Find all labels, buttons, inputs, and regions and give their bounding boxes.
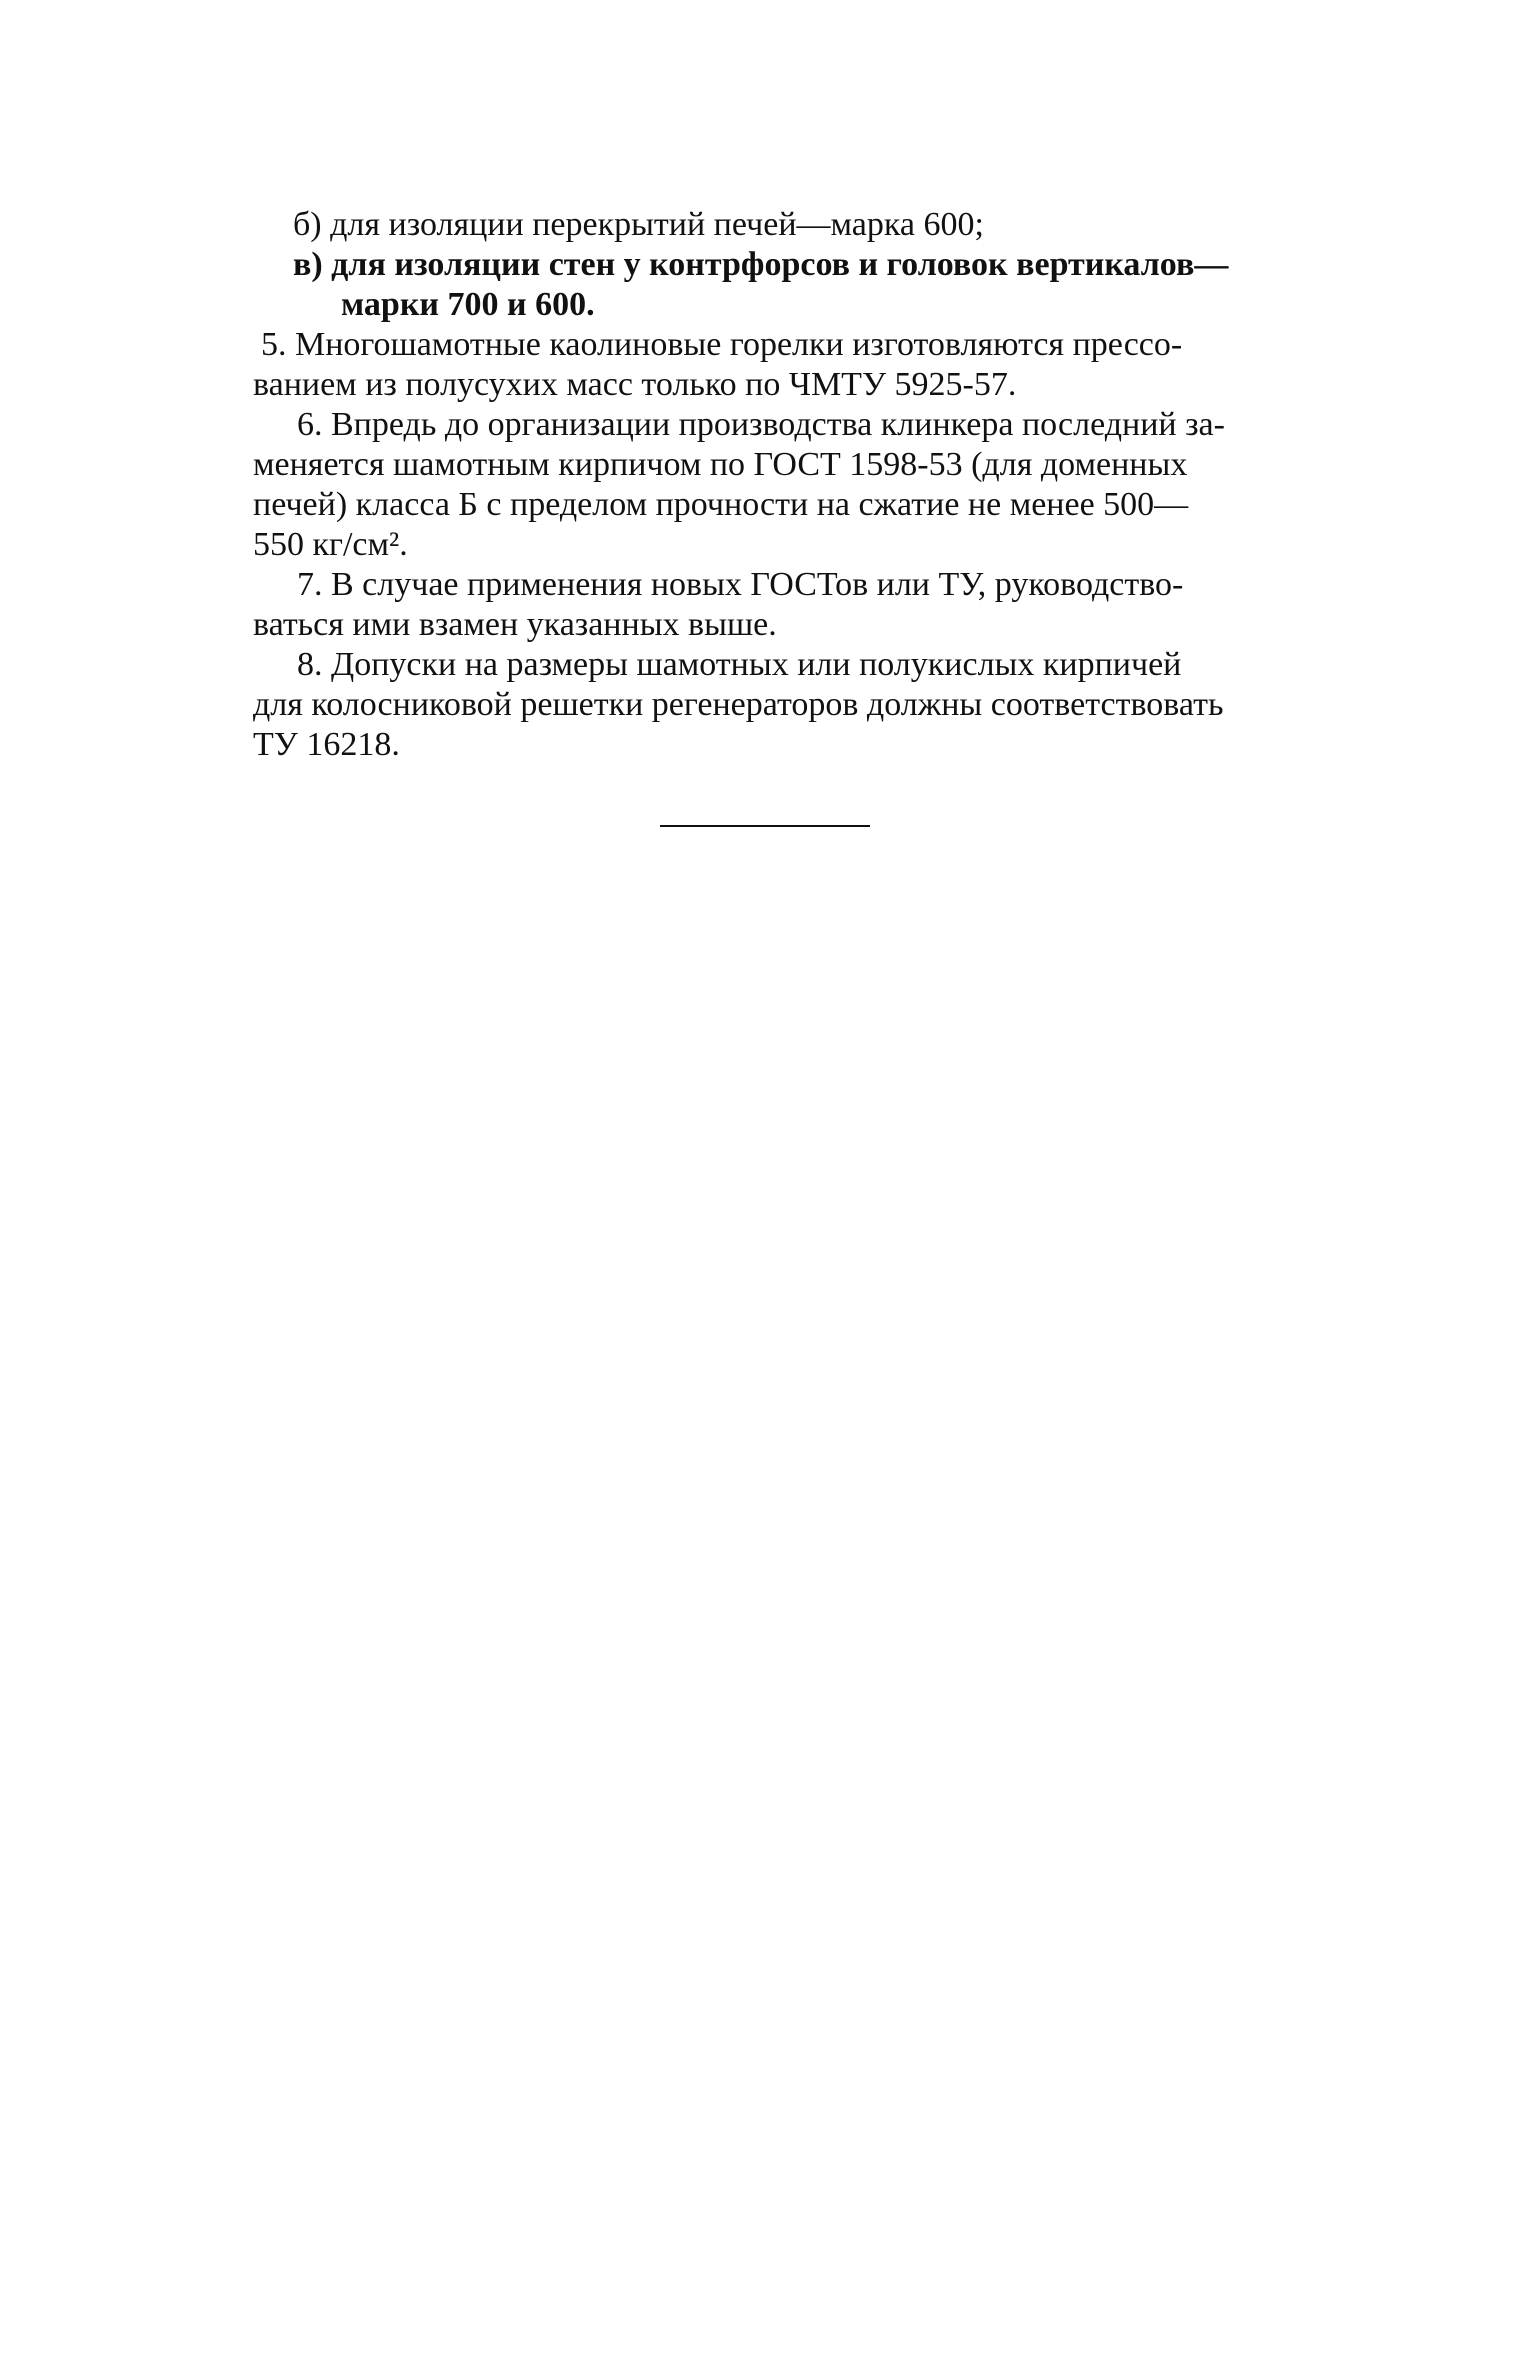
paragraph-6-line-2: меняется шамотным кирпичом по ГОСТ 1598-53 (для доменных xyxy=(253,446,1188,483)
paragraph-6-line-1: 6. Впредь до организации производства клинкера последний за- xyxy=(297,406,1225,443)
text-line-v-continued: марки 700 и 600. xyxy=(341,286,595,323)
paragraph-7-line-1: 7. В случае применения новых ГОСТов или ТУ, руководство- xyxy=(297,566,1184,603)
document-text xyxy=(253,205,1353,765)
paragraph-8-line-3: ТУ 16218. xyxy=(253,726,400,763)
paragraph-5-line-2: ванием из полусухих масс только по ЧМТУ 5925-57. xyxy=(253,366,1017,403)
paragraph-7-line-2: ваться ими взамен указанных выше. xyxy=(253,606,777,643)
text-line-b: б) для изоляции перекрытий печей—марка 600; xyxy=(293,206,984,243)
paragraph-6-line-4: 550 кг/см². xyxy=(253,526,408,563)
text-line-v: в) для изоляции стен у контрфорсов и головок вертикалов— xyxy=(293,246,1229,283)
paragraph-8-line-2: для колосниковой решетки регенераторов должны соответствовать xyxy=(253,686,1224,723)
paragraph-8-line-1: 8. Допуски на размеры шамотных или полукислых кирпичей xyxy=(297,646,1182,683)
end-divider xyxy=(660,825,870,827)
paragraph-5-line-1: 5. Многошамотные каолиновые горелки изготовляются прессо- xyxy=(261,326,1183,363)
paragraph-6-line-3: печей) класса Б с пределом прочности на сжатие не менее 500— xyxy=(253,486,1189,523)
